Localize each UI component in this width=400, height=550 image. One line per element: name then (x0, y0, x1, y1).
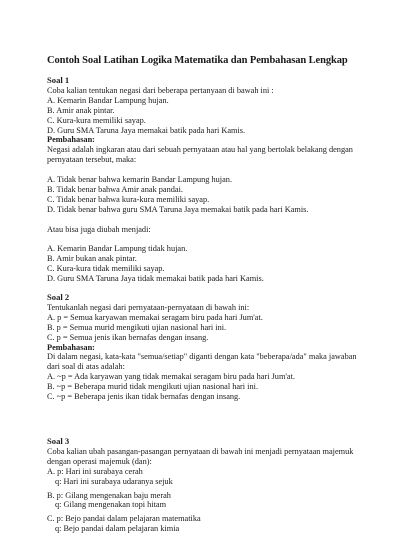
soal-2-item-c: C. p = Semua jenis ikan bernafas dengan insang. (47, 332, 209, 342)
soal-3-pair-b-q: q: Gilang mengenakan topi hitam (55, 500, 167, 510)
soal-2-question: Tentukanlah negasi dari pernyataan-pernyataan di bawah ini: (47, 302, 250, 312)
soal-3-question: Coba kalian ubah pasangan-pasangan pernyataan di bawah ini menjadi pernyataan majemuk dengan operasi majemuk (dan): (47, 446, 354, 466)
soal-1-question: Coba kalian tentukan negasi dari beberapa pertanyaan di bawah ini : (47, 85, 274, 95)
soal-1-section (47, 76, 367, 284)
soal-3-pair-a-p: A. p: Hari ini surabaya cerah (47, 466, 143, 476)
soal-2-answer-b: B. ~p = Beberapa murid tidak mengikuti ujian nasional hari ini. (47, 382, 259, 392)
soal-1-item-d: D. Guru SMA Taruna Jaya memakai batik pada hari Kamis. (47, 125, 246, 135)
document-title: Contoh Soal Latihan Logika Matematika dan Pembahasan Lengkap (47, 55, 348, 66)
soal-1-item-c: C. Kura-kura memiliki sayap. (47, 115, 146, 125)
soal-3-section (47, 437, 367, 534)
soal-3-pair-b-p: B. p: Gilang mengenakan baju merah (47, 490, 171, 500)
soal-1-alt-answer-d: D. Guru SMA Taruna Jaya tidak memakai batik pada hari Kamis. (47, 274, 264, 284)
soal-3-pair-c-q: q: Bejo pandai dalam pelajaran kimia (55, 524, 180, 534)
soal-3-pair-c-p: C. p: Bejo pandai dalam pelajaran matematika (47, 514, 201, 524)
soal-1-answer-a: A. Tidak benar bahwa kemarin Bandar Lampung hujan. (47, 175, 233, 185)
soal-2-pembahasan-text: Di dalam negasi, kata-kata "semua/setiap" diganti dengan kata "beberapa/ada" maka jawaban dari soal di atas adalah: (47, 352, 357, 372)
soal-2-pembahasan-label: Pembahasan: (47, 342, 95, 352)
soal-1-alt-answer-b: B. Amir bukan anak pintar. (47, 254, 137, 264)
soal-3-pair-a-q: q: Hari ini surabaya udaranya sejuk (55, 476, 173, 486)
soal-1-alt-answer-c: C. Kura-kura tidak memiliki sayap. (47, 264, 165, 274)
soal-1-alt-text: Atau bisa juga diubah menjadi: (47, 224, 151, 234)
soal-1-pembahasan-text: Negasi adalah ingkaran atau dari sebuah pernyataan atau hal yang bertolak belakang dengan pernyataan tersebut, maka: (47, 145, 353, 165)
soal-2-section (47, 293, 367, 402)
soal-1-heading: Soal 1 (47, 75, 70, 85)
soal-1-alt-answer-a: A. Kemarin Bandar Lampung tidak hujan. (47, 244, 188, 254)
soal-3-heading: Soal 3 (47, 436, 70, 446)
soal-1-item-b: B. Amir anak pintar. (47, 105, 115, 115)
soal-2-answer-c: C. ~p = Beberapa jenis ikan tidak bernafas dengan insang. (47, 392, 241, 402)
soal-1-answer-b: B. Tidak benar bahwa Amir anak pandai. (47, 184, 183, 194)
soal-1-answer-c: C. Tidak benar bahwa kura-kura memiliki sayap. (47, 194, 210, 204)
soal-1-pembahasan-label: Pembahasan: (47, 135, 95, 145)
soal-1-item-a: A. Kemarin Bandar Lampung hujan. (47, 95, 169, 105)
soal-2-heading: Soal 2 (47, 292, 70, 302)
soal-2-item-b: B. p = Semua murid mengikuti ujian nasional hari ini. (47, 322, 227, 332)
soal-2-item-a: A. p = Semua karyawan memakai seragam biru pada hari Jum'at. (47, 312, 263, 322)
soal-1-answer-d: D. Tidak benar bahwa guru SMA Taruna Jaya memakai batik pada hari Kamis. (47, 204, 309, 214)
soal-2-answer-a: A. ~p = Ada karyawan yang tidak memakai seragam biru pada hari Jum'at. (47, 372, 295, 382)
